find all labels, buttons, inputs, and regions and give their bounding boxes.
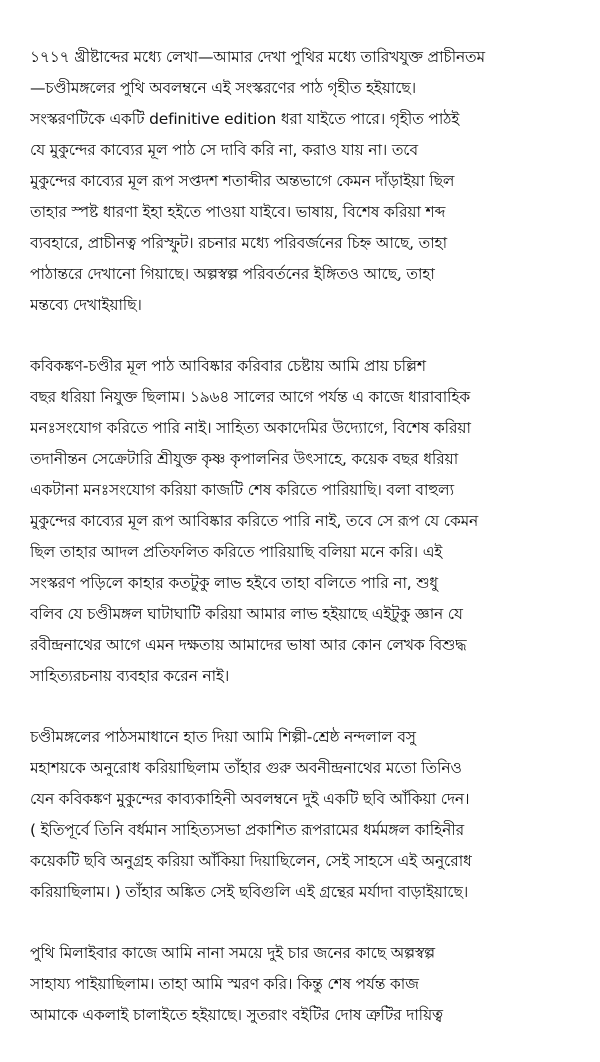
text-line: তদানীন্তন সেক্রেটারি শ্রীযুক্ত কৃষ্ণ কৃপালনির উৎসাহে, কয়েক বছর ধরিয়া [30, 450, 459, 468]
text-line: কয়েকটি ছবি অনুগ্রহ করিয়া আঁকিয়া দিয়াছিলেন, সেই সাহসে এই অনুরোধ [30, 852, 472, 870]
text-line: কবিকঙ্কণ-চণ্ডীর মূল পাঠ আবিষ্কার করিবার চেষ্টায় আমি প্রায় চল্লিশ [30, 357, 426, 375]
text-line: যেন কবিকঙ্কণ মুকুন্দের কাব্যকাহিনী অবলম্বনে দুই একটি ছবি আঁকিয়া দেন। [30, 790, 470, 808]
text-line: মুকুন্দের কাব্যের মূল রূপ সপ্তদশ শতাব্দীর অন্তভাগে কেমন দাঁড়াইয়া ছিল [30, 172, 455, 190]
paragraph-gap [30, 908, 578, 938]
paragraph-gap [30, 321, 578, 351]
text-line: মন্তব্যে দেখাইয়াছি। [30, 296, 142, 314]
text-line: সাহিত্যরচনায় ব্যবহার করেন নাই। [30, 667, 230, 685]
text-line: সংস্করণটিকে একটি definitive edition ধরা যাইতে পারে। গৃহীত পাঠই [30, 110, 460, 128]
text-line: ( ইতিপূর্বে তিনি বর্ধমান সাহিত্যসভা প্রকাশিত রূপরামের ধর্মমঙ্গল কাহিনীর [30, 821, 464, 839]
text-line: মহাশয়কে অনুরোধ করিয়াছিলাম তাঁহার গুরু অবনীন্দ্রনাথের মতো তিনিও [30, 759, 462, 777]
paragraph-4 [30, 938, 578, 1031]
text-line: চণ্ডীমঙ্গলের পাঠসমাধানে হাত দিয়া আমি শিল্পী-শ্রেষ্ঠ নন্দলাল বসু [30, 728, 416, 746]
text-line: সংস্করণ পড়িলে কাহার কতটুকু লাভ হইবে তাহা বলিতে পারি না, শুধু [30, 574, 438, 592]
text-line: পাঠান্তরে দেখানো গিয়াছে। অল্পস্বল্প পরিবর্তনের ইঙ্গিতও আছে, তাহা [30, 265, 435, 283]
text-line: মুকুন্দের কাব্যের মূল রূপ আবিষ্কার করিতে পারি নাই, তবে সে রূপ যে কেমন [30, 512, 479, 530]
paragraph-1 [30, 42, 578, 321]
text-line: তাহার স্পষ্ট ধারণা ইহা হইতে পাওয়া যাইবে। ভাষায়, বিশেষ করিয়া শব্দ [30, 203, 446, 221]
paragraph-3 [30, 722, 578, 908]
text-line: রবীন্দ্রনাথের আগে এমন দক্ষতায় আমাদের ভাষা আর কোন লেখক বিশুদ্ধ [30, 636, 467, 654]
text-line: মনঃসংযোগ করিতে পারি নাই। সাহিত্য অকাদেমির উদ্যোগে, বিশেষ করিয়া [30, 419, 471, 437]
paragraph-2 [30, 351, 578, 692]
text-line: পুথি মিলাইবার কাজে আমি নানা সময়ে দুই চার জনের কাছে অল্পস্বল্প [30, 944, 435, 962]
text-line: বছর ধরিয়া নিযুক্ত ছিলাম। ১৯৬৪ সালের আগে পর্যন্ত এ কাজে ধারাবাহিক [30, 388, 471, 406]
text-line: আমাকে একলাই চালাইতে হইয়াছে। সুতরাং বইটির দোষ ত্রুটির দায়িত্ব [30, 1006, 443, 1024]
text-line: ছিল তাহার আদল প্রতিফলিত করিতে পারিয়াছি বলিয়া মনে করি। এই [30, 543, 443, 561]
text-line: সাহায্য পাইয়াছিলাম। তাহা আমি স্মরণ করি। কিন্তু শেষ পর্যন্ত কাজ [30, 975, 419, 993]
text-line: একটানা মনঃসংযোগ করিয়া কাজটি শেষ করিতে পারিয়াছি। বলা বাহুল্য [30, 481, 454, 499]
text-line: করিয়াছিলাম। ) তাঁহার অঙ্কিত সেই ছবিগুলি এই গ্রন্থের মর্যাদা বাড়াইয়াছে। [30, 883, 469, 901]
text-line: ব্যবহারে, প্রাচীনত্ব পরিস্ফুট। রচনার মধ্যে পরিবর্জনের চিহ্ন আছে, তাহা [30, 234, 447, 252]
text-line: যে মুকুন্দের কাব্যের মূল পাঠ সে দাবি করি না, করাও যায় না। তবে [30, 141, 418, 159]
text-line: বলিব যে চণ্ডীমঙ্গল ঘাটাঘাটি করিয়া আমার লাভ হইয়াছে এইটুকু জ্ঞান যে [30, 605, 463, 623]
paragraph-gap [30, 692, 578, 722]
text-line: ১৭১৭ খ্রীষ্টাব্দের মধ্যে লেখা—আমার দেখা পুথির মধ্যে তারিখযুক্ত প্রাচীনতম [30, 48, 485, 66]
text-line: —চণ্ডীমঙ্গলের পুথি অবলম্বনে এই সংস্করণের পাঠ গৃহীত হইয়াছে। [30, 79, 416, 97]
